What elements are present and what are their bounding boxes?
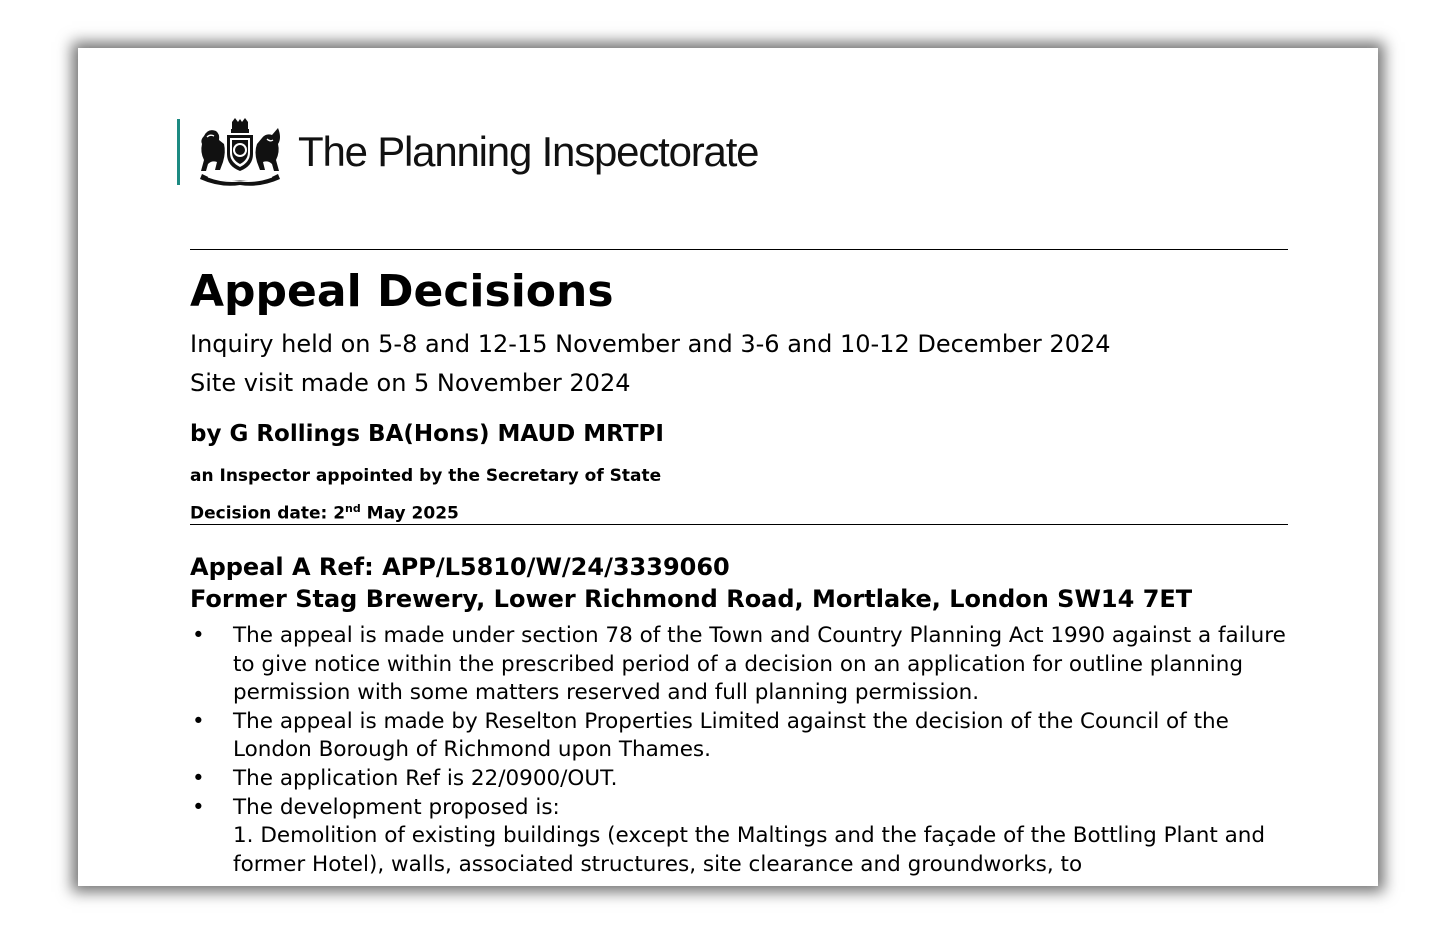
development-item-1: 1. Demolition of existing buildings (except the Maltings and the façade of the Bottling Plant and former Hotel), walls, associated structures, site clearance and groundworks, to	[233, 823, 1266, 877]
application-ref-text: The application Ref is 22/0900/OUT.	[233, 765, 618, 791]
royal-coat-of-arms-icon	[196, 118, 284, 186]
decision-date-label: Decision date: 2	[190, 503, 346, 524]
list-item	[190, 622, 1290, 708]
appeal-section-78-text: The appeal is made under section 78 of the Town and Country Planning Act 1990 against a failure to give notice within the prescribed period of a decision on an application for outline planning permission with some matters reserved and full planning permission.	[233, 623, 1286, 706]
planning-inspectorate-logo	[177, 118, 758, 186]
decision-date-ordinal: nd	[345, 502, 361, 515]
inspector-name: by G Rollings BA(Hons) MAUD MRTPI	[190, 421, 664, 447]
list-item	[190, 708, 1290, 765]
appeal-details-list	[190, 622, 1290, 879]
appeal-a-reference: Appeal A Ref: APP/L5810/W/24/3339060	[190, 553, 730, 581]
inquiry-dates: Inquiry held on 5-8 and 12-15 November and 3-6 and 10-12 December 2024	[190, 330, 1111, 358]
list-item	[190, 765, 1290, 794]
development-proposed-heading: The development proposed is:	[233, 794, 560, 820]
header-bottom-divider	[190, 524, 1288, 525]
decision-date	[190, 502, 459, 524]
decision-date-rest: May 2025	[360, 503, 459, 524]
appellant-text: The appeal is made by Reselton Properties Limited against the decision of the Council of the London Borough of Richmond upon Thames.	[233, 708, 1229, 763]
organisation-name: The Planning Inspectorate	[298, 128, 759, 175]
logo-accent-bar	[177, 119, 180, 185]
top-divider	[190, 249, 1288, 250]
inspector-appointment: an Inspector appointed by the Secretary of State	[190, 466, 662, 486]
page-title: Appeal Decisions	[190, 266, 614, 317]
appeal-site-address: Former Stag Brewery, Lower Richmond Road, Mortlake, London SW14 7ET	[190, 585, 1193, 613]
list-item	[190, 794, 1290, 880]
site-visit-date: Site visit made on 5 November 2024	[190, 369, 631, 397]
document-page	[78, 48, 1378, 886]
